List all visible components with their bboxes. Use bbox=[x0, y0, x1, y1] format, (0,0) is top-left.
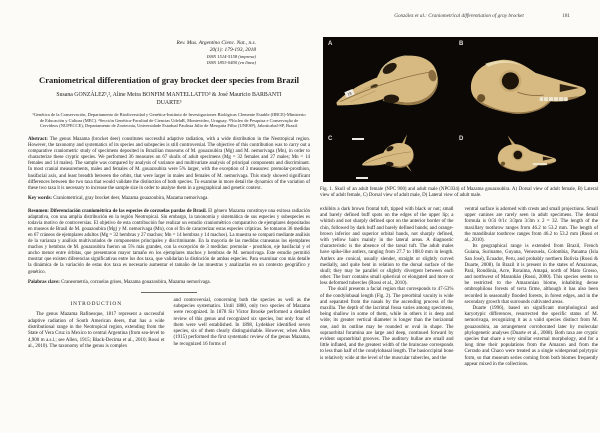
body-paragraph-5: Duarte (1996), based on significant morphological and karyotypic differences, resurrected the specific status of M. nemorivaga, recognizing it as a valid species distinct from M. gouazoubira, an arrangement corroborated later by molecular phylogenetic analyses (Duarte et al., 2008). Both taxa are cryptic species that share a very similar external morphology, and for a long time their populations from the Amazon and from the Cerrado and Chaco were treated as a single widespread polytypic form, so that museum series coming from both biomes frequently appear mixed in the collections. bbox=[464, 306, 598, 367]
running-title: González et al.: Craniometrical differentiation of gray brocket bbox=[394, 13, 524, 19]
section-divider bbox=[141, 292, 197, 293]
skull-lateral-female-photo bbox=[455, 39, 596, 131]
intro-column-2 bbox=[174, 298, 311, 351]
palabras-text: Craneometría, corzuelas grises, Mazama gouazoubira, Mazama nemorivaga. bbox=[61, 279, 211, 285]
running-header bbox=[320, 13, 598, 19]
panel-label-c: C bbox=[328, 136, 333, 142]
issn-online: ISSN 1853-0400 (en línea) bbox=[206, 60, 256, 65]
volume-pages: 20(1): 179-193, 2018 bbox=[209, 47, 256, 54]
resumen-label: Resumen: bbox=[28, 208, 49, 214]
palabras-label: Palabras clave: bbox=[28, 279, 60, 285]
figure-panel-d bbox=[455, 134, 596, 180]
intro-paragraph-1: The genus Mazama Rafinesque, 1817 represent a successful adaptive radiation of South American deers, that has a wide distributional range in the Neotropical region, extending from the State of Vera Cruz in Mexico to central Argentina (from sea-level to 4,900 m a.s.l.; see Allen, 1915; Black-Decima et al., 2010; Rossi et al., 2010). The taxonomy of the genus is complex bbox=[28, 312, 165, 349]
journal-name: Rev. Mus. Argentino Cienc. Nat., n.s. bbox=[176, 40, 256, 46]
figure-caption: Fig. 1. Skull of an adult female (NPC 900) and adult male (NPC034) of Mazama gouazoubira. A) Dorsal view of adult female, B) Lateral view of adult female, C) Dorsal view of adult male, D) Lateral view of adult male. bbox=[320, 187, 598, 199]
figure-1-skull-plate bbox=[323, 37, 598, 182]
figure-panel-c bbox=[325, 134, 453, 180]
resumen-paragraph bbox=[28, 209, 310, 276]
figure-panel-b bbox=[455, 39, 596, 131]
skull-lateral-male-photo bbox=[455, 134, 596, 180]
abstract-label: Abstract: bbox=[28, 137, 48, 143]
body-column-1 bbox=[320, 207, 454, 368]
palabras-line bbox=[28, 280, 310, 285]
title-page bbox=[28, 40, 310, 350]
body-paragraph-1: exhibits a dark brown frontal tuft, tipped with black or not; small and barely defined buff spots on the edges of the upper lip; a whitish and not sharply defined spot on the anterior border of the chin, followed by dark buff and barely defined bands; and orange-brown inferior and superior orbital bands, not sharply defined, with yellow hairs mainly in the lateral areas. A diagnostic characteristic is the absence of the tarsal tuft. The adult males have spike-like antlers, ranging from 27.7 to 108.0 mm in length. Antlers are conical, usually slender, straight or slightly curved medially, and quite bent in relation to the dorsal surface of the skull; they may be parallel or slightly divergent between each other. The burr contains small spherical or elongated and more or less deformed tubercles (Rossi et al., 2010). bbox=[320, 207, 454, 287]
issn-print: ISSN 1514-5158 (impresa) bbox=[206, 54, 256, 60]
keywords-text: Craniometrical, gray brocket deer, Mazama gouazoubira, Mazama nemorivaga. bbox=[53, 195, 209, 201]
scale-bar-top bbox=[352, 138, 364, 140]
introduction-columns bbox=[28, 298, 310, 351]
resumen-subtitle: Diferenciación craniométrica de las especies de corzuelas pardas de Brasil. bbox=[50, 208, 207, 214]
body-paragraph-2: The skull presents a facial region that corresponds to 47-53% of the condylobasal length (Fig. 2). The preorbital vacuity is wide and separated from the nasals by the ascending process of the maxilla. The depth of the lacrimal fossa varies among specimens, being shallow in some of them, while in others it is deep and wide; its greater vertical diameter is longer than the horizontal one, and its outline may be rounded or oval in shape. The supraorbital foramina are large and deep, continued forward by evident supraorbital grooves. The auditory bullae are small and little inflated, and the greatest width of the braincase corresponds to less than half of the condylobasal length. The basioccipital bone is relatively wide at the level of the muscular tubercles, and the bbox=[320, 287, 454, 361]
keywords-label: Key words: bbox=[28, 195, 53, 201]
body-paragraph-3: ventral surface is adorned with crests and small projections. Small upper canines are rarely seen in adult specimens. The dental formula is 0/3i 0/1c 3/3pm 3/3m x 2 = 32. The length of the maxillary toothrow ranges from 46.2 to 53.2 mm. The length of the mandibular toothrow ranges from 46.2 to 53.2 mm (Rossi et al., 2010). bbox=[464, 207, 598, 243]
page-number: 181 bbox=[562, 13, 570, 19]
article-title: Craniometrical differentiation of gray brocket deer species from Brazil bbox=[39, 74, 299, 85]
authors-line: Susana GONZÁLEZ¹,², Aline Meira BONFIM MANTELLATTO³ & José Mauricio BARBANTI DUARTE³ bbox=[56, 92, 282, 106]
skull-dorsal-female-photo bbox=[325, 39, 453, 131]
panel-label-a: A bbox=[328, 41, 333, 47]
specimen-tag: 18 bbox=[346, 90, 353, 97]
body-column-2 bbox=[465, 207, 599, 368]
abstract-paragraph bbox=[28, 137, 310, 192]
affiliations: ¹Genética de la Conservación, Departamento de Biodiversidad y Genética-Instituto de Investigaciones Biológicas Clemente Estable (IIBCE)-Ministerio de Educación y Cultura (MEC). ²Sección Genética-Facultad de Ciencias UdelaR, Montevideo, Uruguay. ³Núcleo de Pesquisa e Conservação de Cervídeos (NUPECCE), Departamento de Zootecnia, Universidade Estadual Paulista Júlio de Mesquita Filho (UNESP), Jaboticabal-SP, Brazil. bbox=[32, 112, 306, 129]
body-columns bbox=[320, 207, 598, 368]
citation-block bbox=[28, 40, 310, 66]
intro-column-1 bbox=[28, 298, 165, 351]
resumen-text: El género Mazama constituye una exitosa radiación adaptativa, con una amplia distribución en la región Neotropical. Sin embargo, la taxonomía y sistemática de sus especies y subespecies es todavía motivo de controversias. El objetivo de esta contribución fue realizar un estudio craniométrico comparativo de ejemplares depositados en museos de Brasil de M. gouazoubira (Mg) y M. nemorivaga (Mn), con el fin de caracterizar estas especies crípticas. Se tomaron 36 medidas en 67 cráneos de ejemplares adultos (Mg = 32 hembras y 27 machos; Mn = 14 hembras y 14 machos). La muestra se comparó mediante análisis de la varianza y análisis multivariados de componentes principales y discriminante. En la mayoría de las medidas craneanas los ejemplares machos y hembras de M. gouazoubira fueron un 5% más grandes, con la excepción de 3 medidas: premolar - prosthion, eje basifacial y el ancho menor entre órbitas, que presentaron mayor tamaño en los ejemplares machos y hembras de M. nemorivaga. Este estudio permitió mostrar que existen diferencias significativas entre los dos taxa, que validarían la distinción de ambas especies. Para examinar con más detalle la dinámica de la variación de estas dos taxa es necesario aumentar el tamaño de las muestras y analizarlas en un contexto geográfico y genético. bbox=[28, 208, 310, 275]
abstract-text: The genus Mazama (brocket deer) constitutes successful adaptive radiation, with a wide distribution in the Neotropical region. However, the taxonomy and systematics of its species and subspecies is still controversial. The objective of this contribution was to carry out a comparative craniometric study of specimens deposited in Brazilian museums of M. gouazoubira (Mg) and M. nemorivaga (Mn), in order to characterize these cryptic species. We performed 36 measures on 67 skulls of adult specimens (Mg = 32 females and 27 males; Mn = 14 females and 14 males). The sample was compared by analysis of variance and multivariate analysis of principal components and discriminant. In most cranial measurements, males and females of M. gouazoubira were 5% larger, with the exception of 3 measures: premolar-prosthion, basifacial axis, and least breadth between the orbits, that were larger in males and females of M. nemorivaga. This study showed significant differences between the two taxa that would validate the distinction of both species. To examine in more detail the dynamics of the variation of these two taxa it is necessary to increase the sample size in order to analyse them in a geographical and genetic context. bbox=[28, 137, 310, 191]
scale-bar-bottom bbox=[356, 177, 368, 179]
panel-label-d: D bbox=[459, 136, 464, 142]
figure-panel-a bbox=[325, 39, 453, 131]
skull-dorsal-male-photo bbox=[325, 134, 453, 180]
panel-label-b: B bbox=[459, 41, 464, 47]
intro-paragraph-2: and controversial, concerning both the species as well as the subspecies systematics. Until 1880, only two species of Mazama were recognized. In 1878 Sir Victor Brooke performed a detailed review of this genus and recognized six species, but only four of them were well established. In 1898, Lydekker identified seven species, six of them clearly distinguishable. However, when Allen (1915) performed the first systematic review of the genus Mazama, he recognized 16 forms of bbox=[173, 297, 310, 347]
body-paragraph-4: Its geographical range is extended from Brazil, French Guiana, Suriname, Guyana, Venezuela, Colombia, Panama (Isla San José), Ecuador, Peru, and probably northern Bolivia (Rossi & Duarte, 2008). In Brazil it is present in the states of Amazonas, Pará, Rondônia, Acre, Roraima, Amapá, north of Mato Grosso, and northwest of Maranhão (Rossi, 2000). This species seems to be restricted to the Amazonian biome, inhabiting dense ombrophilous forests of terra firme, although it has also been recorded in seasonally flooded forests, in forest edges, and in the secondary growth that surrounds cultivated areas. bbox=[464, 244, 598, 305]
keywords-line bbox=[28, 196, 310, 201]
introduction-heading: INTRODUCTION bbox=[70, 300, 123, 307]
